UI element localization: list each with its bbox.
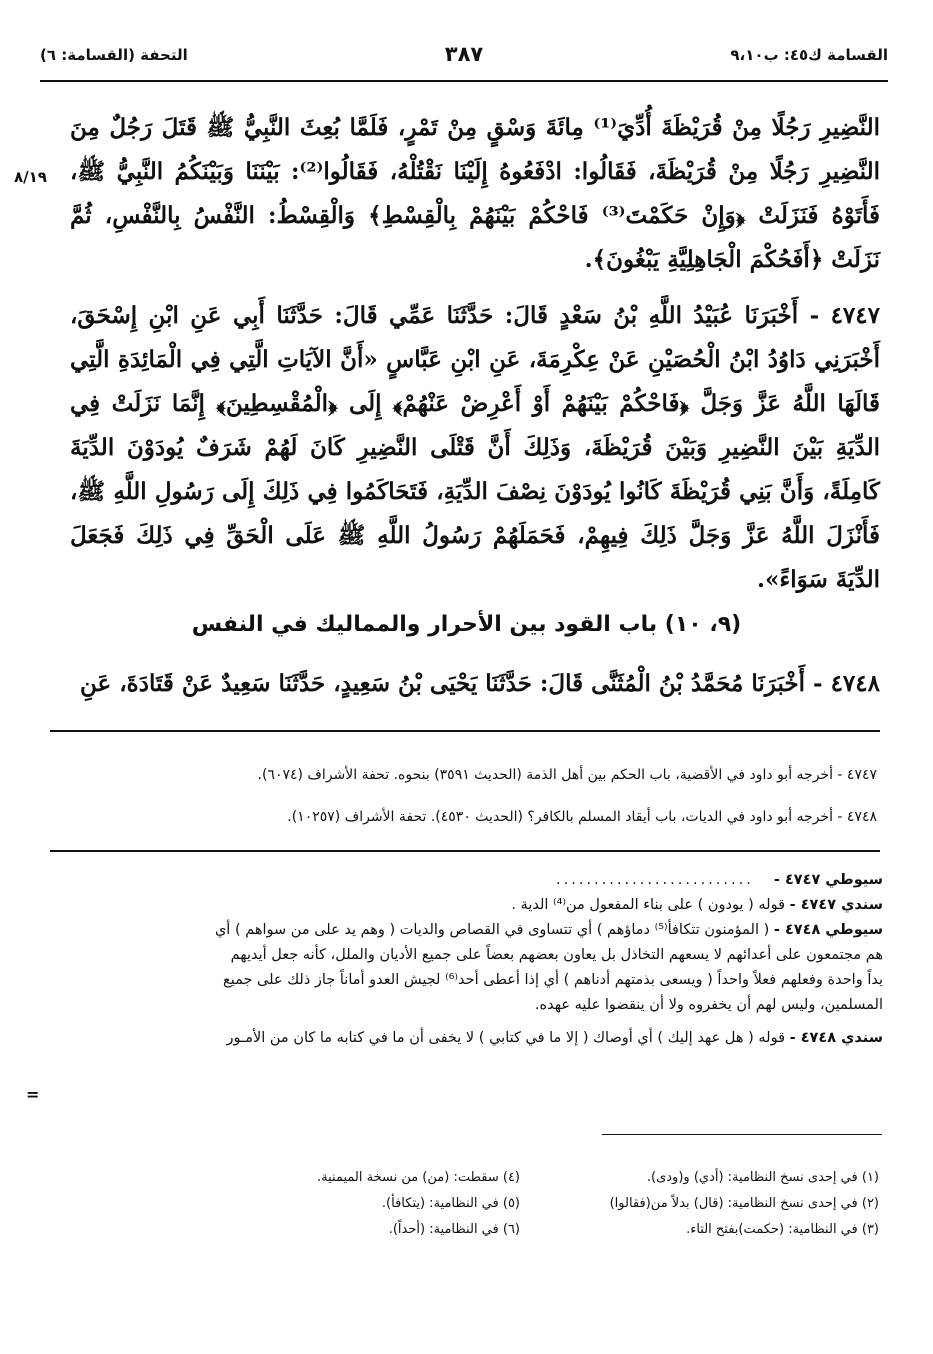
- commentary-line: [68, 1026, 883, 1051]
- footnote: (٥) في النظامية: (يتكافأ).: [381, 1196, 520, 1211]
- header-section-ref: القسامة ك٤٥: ب٩،١٠: [730, 46, 888, 64]
- main-text: [70, 106, 880, 614]
- commentary-text: ( المؤمنون تتكافأ⁽⁵⁾ دماؤهم ) أي تتساوى في القصاص والديات ( وهم يد على من سواهم ) أي: [214, 922, 770, 938]
- footnote: (٢) في إحدى نسخ النظامية: (قال) بدلاً من(فقالوا): [609, 1196, 879, 1211]
- chapter-title: (٩، ١٠) باب القود بين الأحرار والمماليك في النفس: [191, 612, 742, 637]
- header-rule: [40, 80, 888, 82]
- commentary-text: قوله ( يودون ) على بناء المفعول من⁽⁴⁾ الدية .: [511, 897, 785, 913]
- takhrij-4748: ٤٧٤٨ - أخرجه أبو داود في الديات، باب أيقاد المسلم بالكافر؟ (الحديث ٤٥٣٠). تحفة الأشراف (١٠٢٥٧).: [287, 809, 877, 825]
- takhrij-4747: ٤٧٤٧ - أخرجه أبو داود في الأقضية، باب الحكم بين أهل الذمة (الحديث ٣٥٩١) بنحوه. تحفة الأشراف (٦٠٧٤).: [257, 767, 877, 783]
- page-number: ٣٨٧: [444, 42, 484, 66]
- commentary: [68, 868, 883, 1051]
- footnote: (٦) في النظامية: (أحداً).: [388, 1222, 520, 1237]
- footnote: (١) في إحدى نسخ النظامية: (أدي) و(ودى).: [646, 1170, 879, 1185]
- commentary-key: سندي ٤٧٤٧ -: [789, 897, 883, 913]
- footnote: (٣) في النظامية: (حكمت)بفتح التاء.: [686, 1222, 879, 1237]
- commentary-line: [68, 868, 883, 893]
- running-header: [40, 40, 888, 76]
- commentary-line: يداً واحدة وفعلهم فعلاً واحداً ( ويسعى بذمتهم أدناهم ) أي إذا أعطى أحد⁽⁶⁾ لجيش العدو أماناً جاز ذلك على جميع: [223, 972, 883, 988]
- commentary-text: قوله ( هل عهد إليك ) أي أوصاك ( إلا ما في كتابي ) لا يخفى أن ما في كتابه ما كان من الأمـور: [226, 1030, 785, 1046]
- takhrij-notes: [77, 754, 877, 838]
- commentary-key: سيوطي ٤٧٤٨ -: [773, 922, 883, 938]
- footnote-rule: [602, 1134, 882, 1135]
- footnotes-right: [499, 1165, 879, 1243]
- takhrij-rule: [50, 730, 880, 732]
- header-book-ref: التحفة (القسامة: ٦): [40, 46, 188, 64]
- footnotes-left: [270, 1165, 520, 1243]
- commentary-line: هم مجتمعون على أعدائهم لا يسعهم التخاذل بل يعاون بعضهم بعضاً على جميع الأديان والملل، كأنه جعل أيديهم: [230, 947, 883, 963]
- commentary-key: سندي ٤٧٤٨ -: [789, 1030, 883, 1046]
- dot-leader: ..........................: [556, 872, 754, 888]
- paragraph-continuation: النَّضِيرِ رَجُلًا مِنْ قُرَيْظَةَ أُدِّيَ⁽¹⁾ مِائَةَ وَسْقٍ مِنْ تَمْرٍ، فَلَمَّا بُعِثَ النَّبِيُّ ﷺ قَتَلَ رَجُلٌ مِنَ النَّضِيرِ رَجُلًا مِنْ قُرَيْظَةَ، فَقَالُوا: ادْفَعُوهُ إِلَيْنَا نَقْتُلْهُ، فَقَالُوا⁽²⁾: بَيْنَنَا وَبَيْنَكُمُ النَّبِيُّ ﷺ، فَأَتَوْهُ فَنَزَلَتْ ﴿وَإِنْ حَكَمْتَ⁽³⁾ فَاحْكُمْ بَيْنَهُمْ بِالْقِسْطِ﴾ وَالْقِسْطُ: النَّفْسُ بِالنَّفْسِ، ثُمَّ نَزَلَتْ ﴿أَفَحُكْمَ الْجَاهِلِيَّةِ يَبْغُونَ﴾.: [70, 114, 880, 273]
- hadith-4747: ٤٧٤٧ - أَخْبَرَنَا عُبَيْدُ اللَّهِ بْنُ سَعْدٍ قَالَ: حَدَّثَنَا عَمِّي قَالَ: حَدَّثَنَا أَبِي عَنِ ابْنِ إِسْحَقَ، أَخْبَرَنِي دَاوُدُ ابْنُ الْحُصَيْنِ عَنْ عِكْرِمَةَ، عَنِ ابْنِ عَبَّاسٍ «أَنَّ الآيَاتِ الَّتِي فِي الْمَائِدَةِ الَّتِي قَالَهَا اللَّهُ عَزَّ وَجَلَّ ﴿فَاحْكُمْ بَيْنَهُمْ أَوْ أَعْرِضْ عَنْهُمْ﴾ إِلَى ﴿الْمُقْسِطِينَ﴾ إِنَّمَا نَزَلَتْ فِي الدِّيَةِ بَيْنَ النَّضِيرِ وَبَيْنَ قُرَيْظَةَ، وَذَلِكَ أَنَّ قَتْلَى النَّضِيرِ كَانَ لَهُمْ شَرَفٌ يُودَوْنَ الدِّيَةَ كَامِلَةً، وَأَنَّ بَنِي قُرَيْظَةَ كَانُوا يُودَوْنَ نِصْفَ الدِّيَةِ، فَتَحَاكَمُوا فِي ذَلِكَ إِلَى رَسُولِ اللَّهِ ﷺ، فَأَنْزَلَ اللَّهُ عَزَّ وَجَلَّ ذَلِكَ فِيهِمْ، فَحَمَلَهُمْ رَسُولُ اللَّهِ ﷺ عَلَى الْحَقِّ فِي ذَلِكَ فَجَعَلَ الدِّيَةَ سَوَاءً».: [70, 302, 880, 593]
- commentary-rule: [50, 850, 880, 852]
- main-text-2: [70, 662, 880, 718]
- commentary-line: المسلمين، وليس لهم أن يخفروه ولا أن ينقضوا عليه عهده.: [534, 997, 883, 1013]
- margin-reference: ٨/١٩: [14, 168, 47, 186]
- hadith-4748: ٤٧٤٨ - أَخْبَرَنَا مُحَمَّدُ بْنُ الْمُثَنَّى قَالَ: حَدَّثَنَا يَحْيَى بْنُ سَعِيدٍ، حَدَّثَنَا سَعِيدٌ عَنْ قَتَادَةَ، عَنِ: [80, 670, 880, 697]
- commentary-line: [68, 918, 883, 943]
- commentary-key: سيوطي ٤٧٤٧ -: [773, 872, 883, 888]
- footnote: (٤) سقطت: (من) من نسخة الميمنية.: [317, 1170, 520, 1185]
- continuation-mark: =: [26, 1085, 40, 1104]
- commentary-line: [68, 893, 883, 918]
